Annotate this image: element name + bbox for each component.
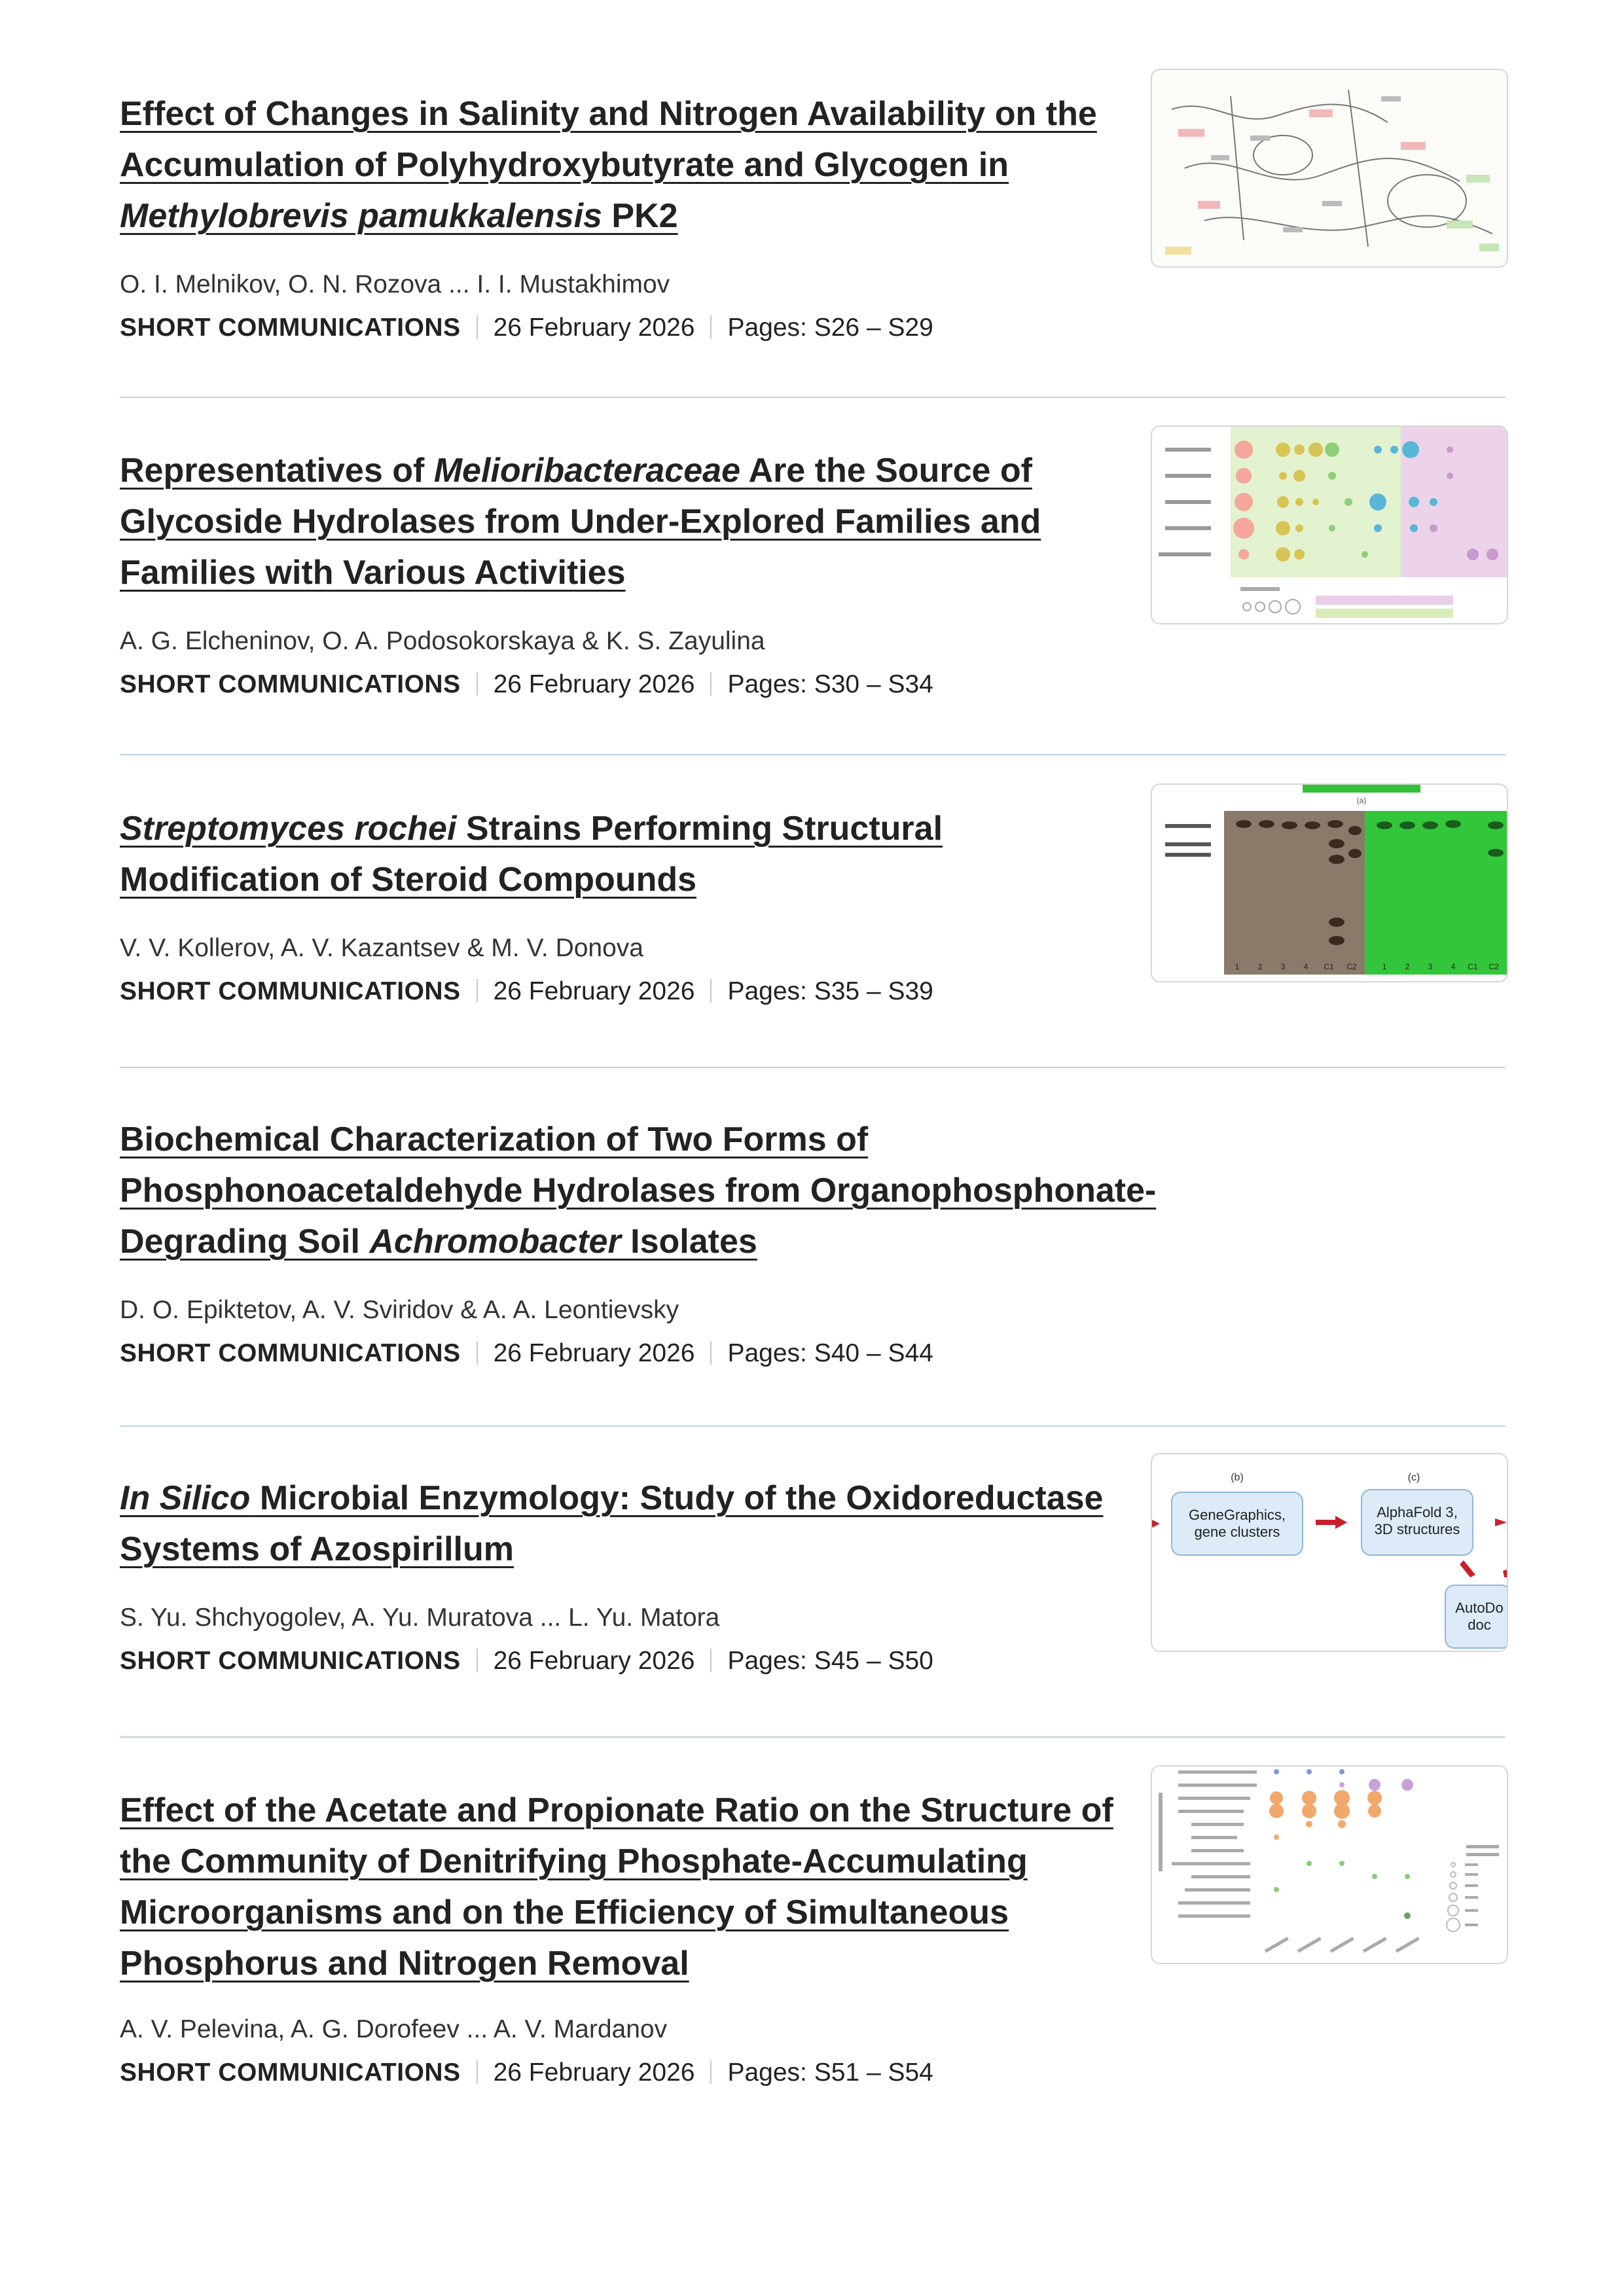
lane-label: 4 — [1303, 962, 1308, 971]
article-title-link[interactable]: In Silico Microbial Enzymology: Study of the Oxidoreductase Systems of Azospirillum — [120, 1479, 1104, 1568]
article-title — [120, 1114, 1167, 1267]
article-meta — [120, 314, 933, 342]
article-meta — [120, 1339, 933, 1368]
article-meta — [120, 2058, 933, 2087]
publish-date: 26 February 2026 — [493, 670, 695, 698]
article-meta — [120, 977, 933, 1006]
article-title-link[interactable]: Effect of Changes in Salinity and Nitrogen Availability on the Accumulation of Polyhydroxybutyrate and Glycogen in Methylobrevis pamukkalensis PK2 — [120, 95, 1097, 235]
publish-date: 26 February 2026 — [493, 1339, 695, 1367]
article-divider — [120, 754, 1506, 755]
page-range: Pages: S35 – S39 — [727, 977, 933, 1005]
lane-label: 1 — [1235, 962, 1240, 971]
article-divider — [120, 1067, 1506, 1068]
meta-separator — [477, 315, 478, 339]
article-title — [120, 88, 1141, 242]
article-authors: A. V. Pelevina, A. G. Dorofeev ... A. V. Mardanov — [120, 2015, 668, 2043]
article-title-link[interactable]: Representatives of Melioribacteraceae Are the Source of Glycoside Hydrolases from Under-Explored Families and Families with Various Activities — [120, 452, 1041, 592]
meta-separator — [710, 2060, 712, 2084]
article-meta — [120, 670, 933, 699]
section-link[interactable]: SHORT COMMUNICATIONS — [120, 314, 461, 342]
lane-label: 4 — [1451, 962, 1456, 971]
workflow-diagram-image — [1152, 1454, 1507, 1651]
article-thumbnail[interactable] — [1151, 425, 1508, 624]
lane-label: C2 — [1489, 962, 1499, 971]
panel-label: (a) — [1356, 796, 1367, 805]
workflow-box-text: AlphaFold 3, — [1377, 1504, 1458, 1520]
article-thumbnail[interactable] — [1151, 783, 1508, 982]
workflow-box-text: 3D structures — [1374, 1521, 1460, 1537]
meta-separator — [477, 979, 478, 1003]
page-range: Pages: S40 – S44 — [727, 1339, 933, 1367]
article-title — [120, 1785, 1141, 1989]
page-range: Pages: S45 – S50 — [727, 1647, 933, 1675]
meta-separator — [710, 979, 712, 1003]
article-authors: S. Yu. Shchyogolev, A. Yu. Muratova ... L. Yu. Matora — [120, 1604, 720, 1632]
section-link[interactable]: SHORT COMMUNICATIONS — [120, 670, 461, 698]
lane-label: 3 — [1428, 962, 1433, 971]
meta-separator — [710, 1341, 712, 1365]
article-authors: D. O. Epiktetov, A. V. Sviridov & A. A. Leontievsky — [120, 1296, 679, 1324]
panel-label: (b) — [1231, 1472, 1244, 1483]
article-title — [120, 445, 1141, 598]
article-authors: A. G. Elcheninov, O. A. Podosokorskaya & K. S. Zayulina — [120, 627, 765, 655]
publish-date: 26 February 2026 — [493, 1647, 695, 1675]
meta-separator — [710, 1649, 712, 1672]
meta-separator — [710, 672, 712, 696]
page-range: Pages: S26 – S29 — [727, 314, 933, 342]
arrow-icon — [1316, 1520, 1335, 1525]
lane-label: 3 — [1280, 962, 1286, 971]
article-title-link[interactable]: Biochemical Characterization of Two Forms of Phosphonoacetaldehyde Hydrolases from Organophosphonate-Degrading Soil Achromobacter Isolates — [120, 1121, 1157, 1261]
article-divider — [120, 397, 1506, 398]
article-divider — [120, 1426, 1506, 1427]
article-meta — [120, 1647, 933, 1676]
bubble-table-image — [1152, 1767, 1507, 1963]
article-thumbnail[interactable] — [1151, 1765, 1508, 1964]
lane-label: 2 — [1257, 962, 1263, 971]
section-link[interactable]: SHORT COMMUNICATIONS — [120, 1339, 461, 1367]
article-title — [120, 1473, 1141, 1575]
publish-date: 26 February 2026 — [493, 2058, 695, 2087]
lane-label: 1 — [1382, 962, 1387, 971]
section-link[interactable]: SHORT COMMUNICATIONS — [120, 2058, 461, 2087]
tlc-plate-image — [1152, 785, 1507, 981]
article-thumbnail[interactable] — [1151, 1453, 1508, 1652]
workflow-box-text: gene clusters — [1194, 1524, 1280, 1540]
lane-label: C1 — [1468, 962, 1478, 971]
pathway-diagram-image — [1152, 70, 1507, 266]
lane-label: C1 — [1324, 962, 1334, 971]
page-range: Pages: S51 – S54 — [727, 2058, 933, 2087]
panel-label: (c) — [1407, 1472, 1420, 1483]
meta-separator — [477, 672, 478, 696]
article-title — [120, 803, 1141, 905]
article-authors: V. V. Kollerov, A. V. Kazantsev & M. V. Donova — [120, 934, 643, 962]
lane-label: 2 — [1405, 962, 1410, 971]
meta-separator — [477, 2060, 478, 2084]
workflow-box-text: doc — [1468, 1617, 1491, 1633]
section-link[interactable]: SHORT COMMUNICATIONS — [120, 1647, 461, 1675]
page-range: Pages: S30 – S34 — [727, 670, 933, 698]
article-title-link[interactable]: Streptomyces rochei Strains Performing Structural Modification of Steroid Compounds — [120, 810, 943, 899]
article-title-link[interactable]: Effect of the Acetate and Propionate Ratio on the Structure of the Community of Denitrifying Phosphate-Accumulating Microorganisms and on the Efficiency of Simultaneous Phosphorus and Nitrogen Removal — [120, 1791, 1113, 1982]
workflow-box-text: AutoDo — [1455, 1600, 1504, 1616]
publish-date: 26 February 2026 — [493, 977, 695, 1005]
meta-separator — [477, 1341, 478, 1365]
lane-label: C2 — [1346, 962, 1357, 971]
article-divider — [120, 1736, 1506, 1738]
section-link[interactable]: SHORT COMMUNICATIONS — [120, 977, 461, 1005]
workflow-box-text: GeneGraphics, — [1189, 1507, 1286, 1523]
bubble-chart-image — [1152, 427, 1507, 623]
meta-separator — [710, 315, 712, 339]
article-authors: O. I. Melnikov, O. N. Rozova ... I. I. Mustakhimov — [120, 270, 670, 298]
publish-date: 26 February 2026 — [493, 314, 695, 342]
meta-separator — [477, 1649, 478, 1672]
article-thumbnail[interactable] — [1151, 69, 1508, 268]
